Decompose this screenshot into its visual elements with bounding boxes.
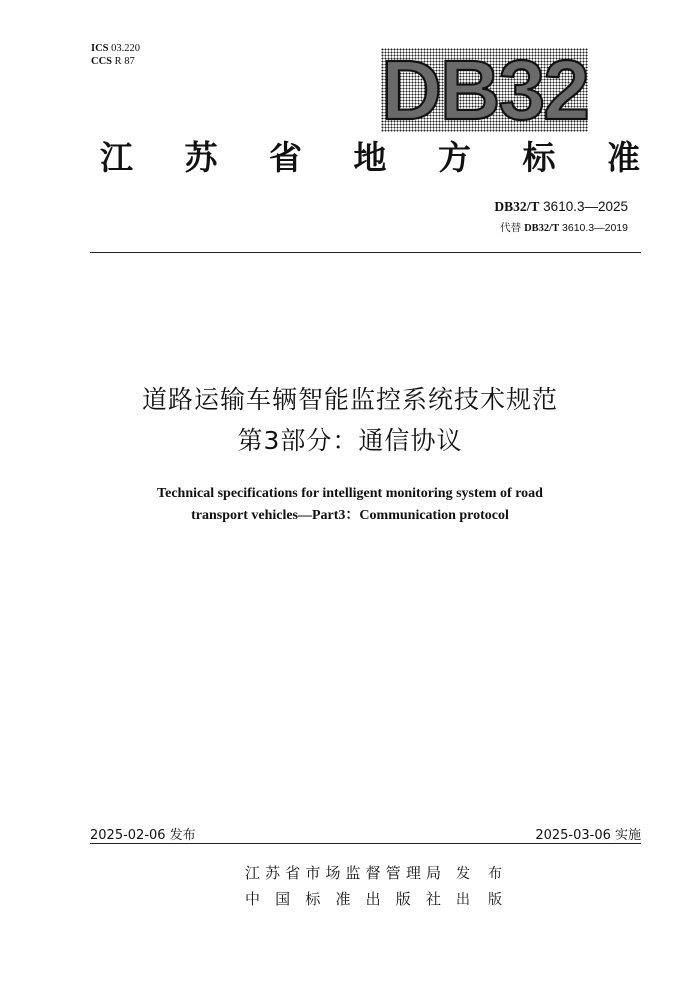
title-char: 标	[522, 138, 556, 177]
issuer-press	[245, 888, 502, 909]
title-char: 省	[269, 138, 302, 177]
ics-code: ICS 03.220	[91, 43, 141, 54]
db32-logo: DB32	[381, 43, 588, 137]
publish-date: 2025-02-06 发布	[90, 828, 196, 843]
title-char: 地	[353, 138, 387, 177]
issuer-name: 江 苏 省 市 场 监 督 管 理 局	[245, 864, 441, 882]
title-char: 方	[438, 138, 471, 177]
issuer-publisher	[245, 862, 502, 883]
english-title-line2: transport vehicles—Part3：Communication protocol	[191, 508, 509, 523]
document-number: DB32/T 3610.3—2025	[494, 199, 628, 214]
chinese-title-line1: 道路运输车辆智能监控系统技术规范	[141, 385, 558, 414]
press-action: 出 版	[456, 891, 502, 908]
english-title-line1: Technical specifications for intelligent monitoring system of road	[157, 486, 543, 501]
ccs-code: CCS R 87	[91, 56, 135, 67]
title-char: 江	[100, 138, 133, 177]
implement-date: 2025-03-06 实施	[535, 828, 641, 843]
classification-codes	[91, 42, 140, 68]
press-name: 中 国 标 准 出 版 社	[245, 890, 441, 908]
header-divider	[90, 252, 641, 253]
footer-divider	[90, 843, 641, 844]
title-char: 准	[607, 138, 640, 177]
replaces-document: 代替 DB32/T 3610.3—2019	[500, 222, 628, 234]
issuer-action: 发 布	[456, 865, 502, 882]
standard-type-title	[100, 136, 640, 180]
chinese-title-line2: 第3部分：通信协议	[237, 426, 463, 455]
title-char: 苏	[184, 138, 218, 177]
